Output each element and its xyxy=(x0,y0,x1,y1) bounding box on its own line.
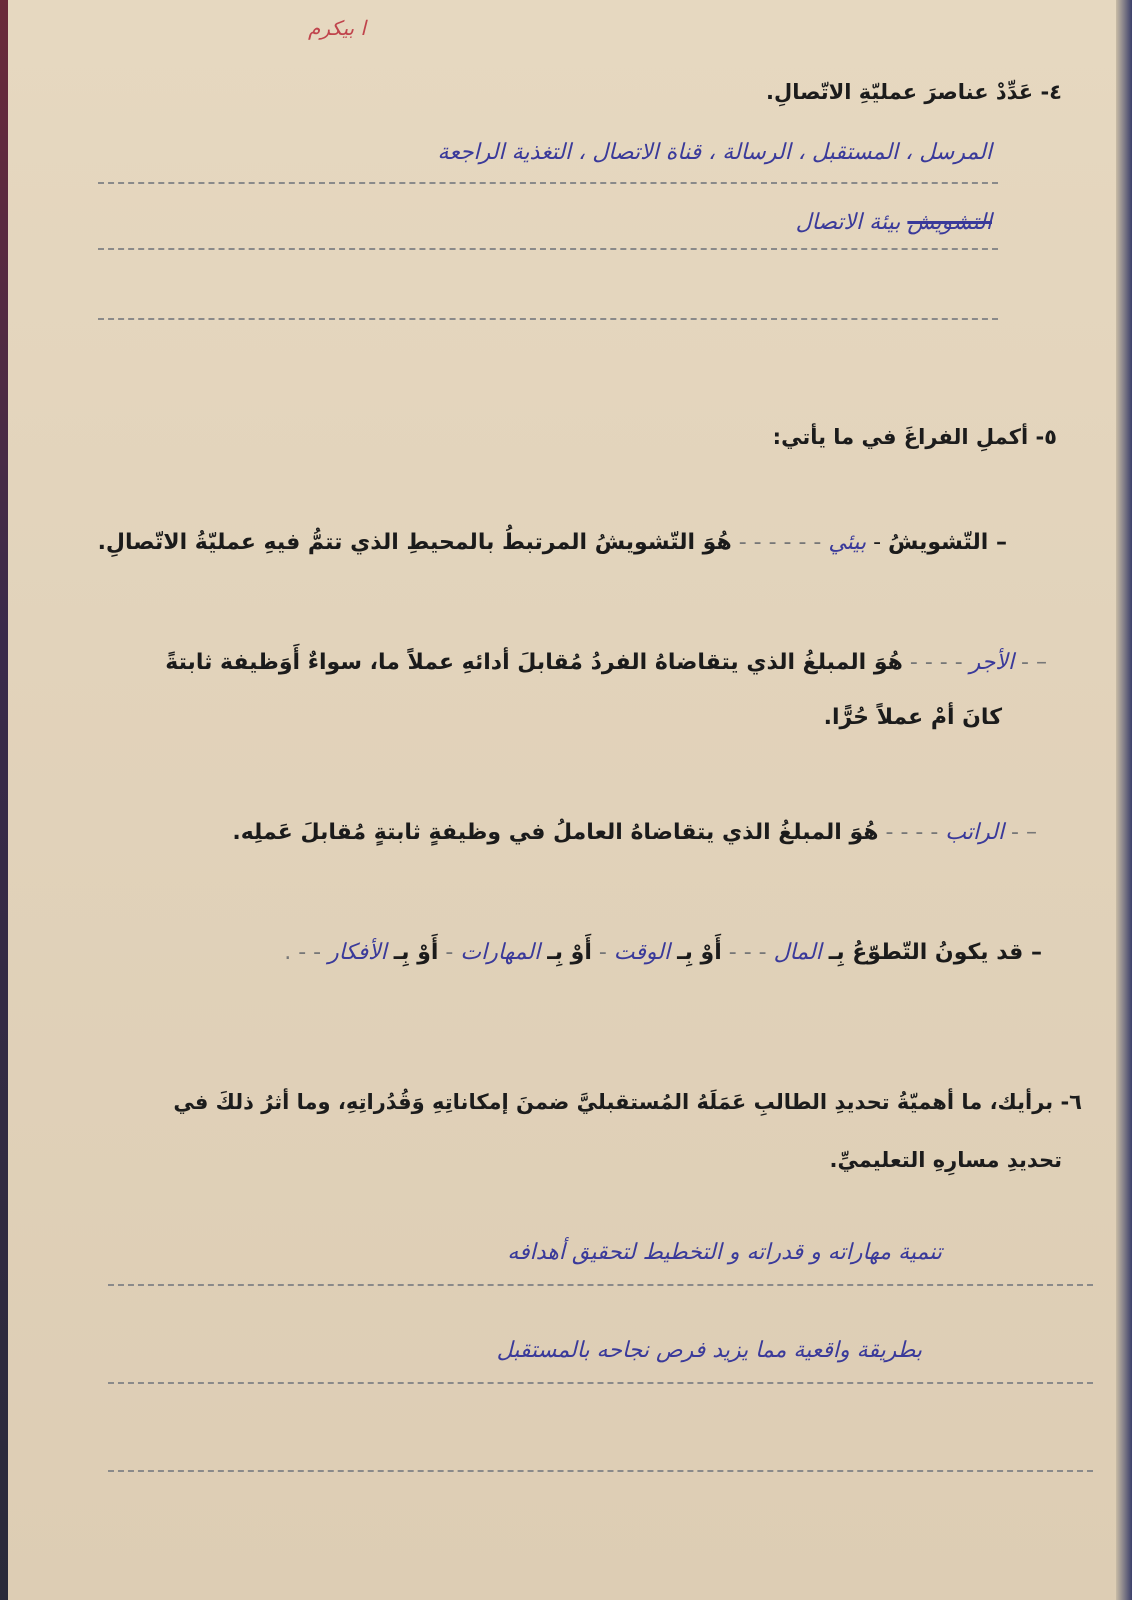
q5-item4-answer-b: الوقت xyxy=(613,940,671,965)
q5-item1: – التّشويشُ - بيئي - - - - - - هُوَ التّشويشُ المرتبطُ بالمحيطِ الذي تتمُّ فيهِ عمليّةُ الاتّصالِ. xyxy=(97,530,1007,555)
q5-item4-or-d: أَوْ بِـ xyxy=(393,940,439,965)
q5-item2-answer: الأجر xyxy=(969,650,1015,675)
q4-answer-word: بيئة الاتصال xyxy=(795,210,901,235)
q5-item4-answer-d: الأفكار xyxy=(328,940,387,965)
worksheet-page xyxy=(8,0,1132,1600)
q5-item4-prefix: – قد يكونُ التّطوّعُ بِـ xyxy=(828,940,1042,965)
q6-answer-rule-1 xyxy=(108,1284,1093,1286)
q6-answer-rule-2 xyxy=(108,1382,1093,1384)
header-handwritten-note: ا بيكرم xyxy=(308,16,366,40)
q5-item4-or-b: أَوْ بِـ xyxy=(677,940,722,965)
q5-item4-or-c: أَوْ بِـ xyxy=(547,940,592,965)
q5-item2-text: هُوَ المبلغُ الذي يتقاضاهُ الفردُ مُقابلَ أدائهِ عملاً ما، سواءٌ أَوَظيفة ثابتةً xyxy=(165,650,903,675)
q5-item1-answer: بيئي xyxy=(828,530,867,555)
q4-answer-rule-1 xyxy=(98,182,998,184)
q5-item2-continuation: كانَ أمْ عملاً حُرًّا. xyxy=(823,705,1002,730)
q4-answer-line2 xyxy=(796,210,992,235)
q5-item1-text: هُوَ التّشويشُ المرتبطُ بالمحيطِ الذي تتمُّ فيهِ عمليّةُ الاتّصالِ. xyxy=(97,530,732,555)
q6-answer-line2: بطريقة واقعية مما يزيد فرص نجاحه بالمستقبل xyxy=(496,1338,922,1363)
q4-struck-word: التشويش xyxy=(907,210,992,235)
q6-title-line1: ٦- برأيك، ما أهميّةُ تحديدِ الطالبِ عَمَلَهُ المُستقبليَّ ضمنَ إمكاناتِهِ وَقُدُراتِهِ، وما أثرُ ذلكَ في xyxy=(173,1090,1082,1114)
q5-item4: – قد يكونُ التّطوّعُ بِـ المال - - - أَوْ بِـ الوقت - أَوْ بِـ المهارات - أَوْ بِـ الأفكار - - . xyxy=(284,940,1042,965)
q5-item1-prefix: – التّشويشُ xyxy=(888,530,1007,555)
q5-item3-text: هُوَ المبلغُ الذي يتقاضاهُ العاملُ في وظيفةٍ ثابتةٍ مُقابلَ عَملِه. xyxy=(232,820,879,845)
q4-answer-rule-3 xyxy=(98,318,998,320)
q6-title-line2: تحديدِ مسارِهِ التعليميِّ. xyxy=(829,1148,1062,1172)
q5-title: ٥- أكملِ الفراغَ في ما يأتي: xyxy=(772,425,1057,449)
q4-answer-rule-2 xyxy=(98,248,998,250)
page-left-edge xyxy=(0,0,8,1600)
q5-item4-answer-a: المال xyxy=(773,940,822,965)
q4-title: ٤- عَدِّدْ عناصرَ عمليّةِ الاتّصالِ. xyxy=(766,80,1062,104)
q5-item2: – - الأجر - - - - هُوَ المبلغُ الذي يتقاضاهُ الفردُ مُقابلَ أدائهِ عملاً ما، سواءٌ أَوَظيفة ثابتةً xyxy=(165,650,1047,675)
q6-answer-rule-3 xyxy=(108,1470,1093,1472)
q5-item4-answer-c: المهارات xyxy=(460,940,541,965)
q6-answer-line1: تنمية مهاراته و قدراته و التخطيط لتحقيق أهدافه xyxy=(507,1240,942,1265)
q5-item3: – - الراتب - - - - هُوَ المبلغُ الذي يتقاضاهُ العاملُ في وظيفةٍ ثابتةٍ مُقابلَ عَملِه. xyxy=(232,820,1037,845)
q5-item3-answer: الراتب xyxy=(945,820,1005,845)
page-right-edge xyxy=(1116,0,1132,1600)
q4-answer-line1: المرسل ، المستقبل ، الرسالة ، قناة الاتصال ، التغذية الراجعة xyxy=(437,140,992,165)
